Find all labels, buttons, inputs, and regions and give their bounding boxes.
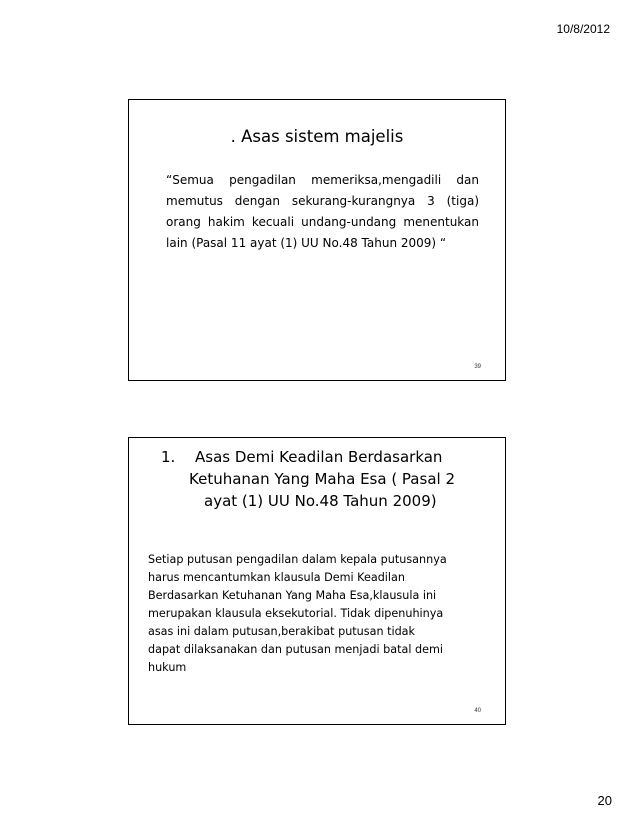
slide-title: . Asas sistem majelis xyxy=(230,127,404,146)
body-line: harus mencantumkan klausula Demi Keadilan xyxy=(148,571,405,584)
slide-body-text: “Semua pengadilan memeriksa,mengadili dan memutus dengan sekurang-kurangnya 3 (tiga) orang hakim kecuali undang-undang menentukan lain (Pasal 11 ayat (1) UU No.48 Tahun 2009) “ xyxy=(166,173,479,250)
title-line: Asas Demi Keadilan Berdasarkan xyxy=(195,448,443,466)
page-date: 10/8/2012 xyxy=(556,22,610,36)
list-number: 1. xyxy=(161,448,176,466)
page-number: 20 xyxy=(597,793,612,808)
body-line: hukum xyxy=(148,661,187,674)
slide-body-text xyxy=(148,551,491,677)
title-line: Ketuhanan Yang Maha Esa ( Pasal 2 xyxy=(189,470,455,488)
body-line: dapat dilaksanakan dan putusan menjadi batal demi xyxy=(148,643,443,656)
slide-list-title xyxy=(161,446,485,512)
slide-number: 40 xyxy=(474,708,481,714)
slide-39 xyxy=(128,99,506,381)
body-line: asas ini dalam putusan,berakibat putusan tidak xyxy=(148,625,416,638)
title-line: ayat (1) UU No.48 Tahun 2009) xyxy=(204,492,437,510)
slide-number: 39 xyxy=(474,364,481,370)
slide-40 xyxy=(128,437,506,725)
body-line: Setiap putusan pengadilan dalam kepala putusannya xyxy=(148,553,447,566)
body-line: Berdasarkan Ketuhanan Yang Maha Esa,klausula ini xyxy=(148,589,437,602)
body-line: merupakan klausula eksekutorial. Tidak dipenuhinya xyxy=(148,607,444,620)
